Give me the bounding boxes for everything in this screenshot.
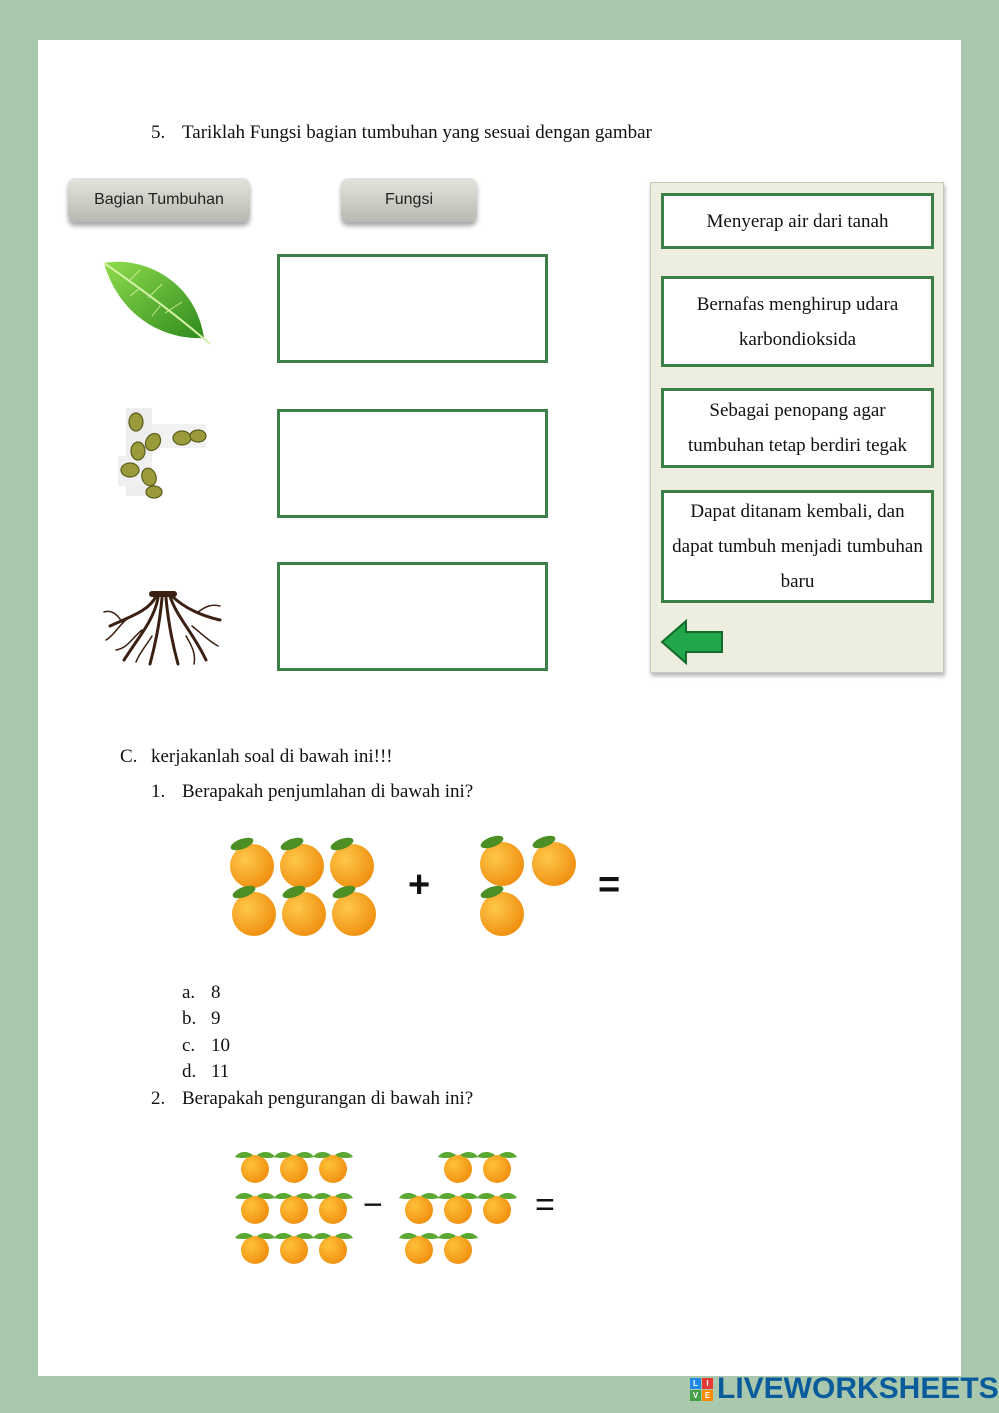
header-bagian-tumbuhan: Bagian Tumbuhan	[68, 178, 250, 222]
question-1-text: Berapakah penjumlahan di bawah ini?	[182, 781, 474, 802]
seeds-icon	[118, 406, 210, 502]
minus-sign: −	[363, 1186, 383, 1224]
choice-b-letter: b.	[182, 1008, 197, 1029]
liveworksheets-logo	[690, 1374, 999, 1404]
leaf-icon	[100, 258, 215, 346]
section-c-letter: C.	[120, 746, 138, 767]
question-1-number: 1.	[151, 781, 166, 802]
liveworksheets-wordmark: LIVEWORKSHEETS	[717, 1372, 999, 1405]
equals-sign-q2: =	[535, 1186, 555, 1224]
choice-b-value[interactable]: 9	[211, 1008, 221, 1029]
answer-drop-zone-seeds[interactable]	[277, 409, 548, 518]
answer-drop-zone-leaf[interactable]	[277, 254, 548, 363]
equals-sign-q1: =	[598, 864, 621, 906]
roots-icon	[102, 590, 224, 666]
option-ditanam-kembali[interactable]: Dapat ditanam kembali, dan dapat tumbuh menjadi tumbuhan baru	[661, 490, 934, 603]
choice-d-letter: d.	[182, 1061, 197, 1082]
question-5-number: 5.	[151, 122, 166, 143]
option-bernafas[interactable]: Bernafas menghirup udara karbondioksida	[661, 276, 934, 367]
choice-a-letter: a.	[182, 982, 196, 1003]
choice-c-value[interactable]: 10	[211, 1035, 230, 1056]
question-5-text: Tariklah Fungsi bagian tumbuhan yang sesuai dengan gambar	[182, 122, 652, 143]
choice-d-value[interactable]: 11	[211, 1061, 230, 1082]
option-penopang[interactable]: Sebagai penopang agar tumbuhan tetap berdiri tegak	[661, 388, 934, 468]
question-2-text: Berapakah pengurangan di bawah ini?	[182, 1088, 474, 1109]
choice-a-value[interactable]: 8	[211, 982, 221, 1003]
section-c-text: kerjakanlah soal di bawah ini!!!	[151, 746, 393, 767]
liveworksheets-mark-icon: L I V E	[690, 1378, 713, 1401]
header-fungsi: Fungsi	[341, 178, 477, 222]
choice-c-letter: c.	[182, 1035, 196, 1056]
addition-oranges-illustration	[212, 832, 592, 944]
option-menyerap-air[interactable]: Menyerap air dari tanah	[661, 193, 934, 249]
plus-sign: +	[408, 864, 431, 906]
answer-drop-zone-roots[interactable]	[277, 562, 548, 671]
question-2-number: 2.	[151, 1088, 166, 1109]
back-arrow-icon[interactable]	[660, 619, 724, 665]
